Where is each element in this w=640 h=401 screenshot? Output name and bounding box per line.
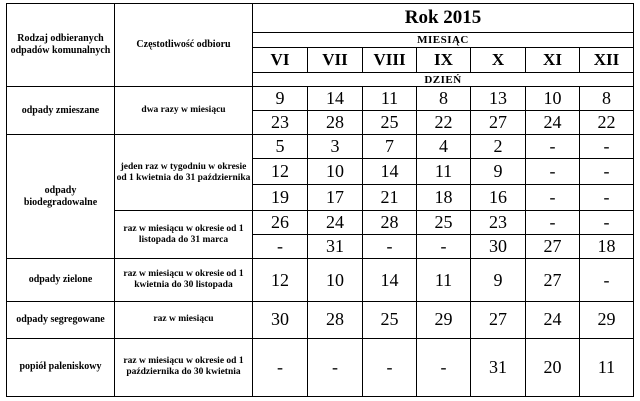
day-cell: 10	[308, 259, 363, 302]
day-cell: 9	[253, 87, 308, 111]
waste-type-biodegradable: odpady biodegradowalne	[7, 135, 115, 259]
month-header: IX	[417, 47, 471, 72]
day-cell: 14	[363, 159, 417, 185]
day-cell: 16	[471, 185, 526, 211]
day-cell: -	[580, 259, 634, 302]
day-cell: 27	[471, 111, 526, 135]
day-cell: 14	[363, 259, 417, 302]
year-header: Rok 2015	[253, 4, 634, 33]
day-cell: 24	[526, 111, 580, 135]
frequency-ash: raz w miesiącu w okresie od 1 października do 30 kwietnia	[115, 338, 253, 396]
frequency-header: Częstotliwość odbioru	[115, 4, 253, 87]
day-cell: 8	[417, 87, 471, 111]
waste-type-green: odpady zielone	[7, 259, 115, 302]
day-cell: -	[363, 338, 417, 396]
day-cell: 28	[363, 211, 417, 235]
day-cell: -	[580, 211, 634, 235]
day-cell: 10	[526, 87, 580, 111]
day-cell: -	[417, 338, 471, 396]
month-header: X	[471, 47, 526, 72]
day-cell: -	[526, 185, 580, 211]
waste-type-ash: popiół paleniskowy	[7, 338, 115, 396]
month-header: VII	[308, 47, 363, 72]
day-cell: 11	[363, 87, 417, 111]
day-cell: 19	[253, 185, 308, 211]
frequency-green: raz w miesiącu w okresie od 1 kwietnia do 30 listopada	[115, 259, 253, 302]
day-cell: -	[253, 338, 308, 396]
month-header: XII	[580, 47, 634, 72]
day-cell: 5	[253, 135, 308, 159]
day-cell: -	[308, 338, 363, 396]
waste-type-segregated: odpady segregowane	[7, 302, 115, 338]
day-cell: 23	[253, 111, 308, 135]
day-cell: 25	[417, 211, 471, 235]
day-cell: 18	[417, 185, 471, 211]
day-cell: 9	[471, 159, 526, 185]
waste-type-mixed: odpady zmieszane	[7, 87, 115, 135]
frequency-mixed: dwa razy w miesiącu	[115, 87, 253, 135]
day-cell: 29	[580, 302, 634, 338]
day-cell: 22	[580, 111, 634, 135]
day-cell: 10	[308, 159, 363, 185]
month-group-header: MIESIĄC	[253, 33, 634, 48]
day-cell: 30	[253, 302, 308, 338]
day-cell: 28	[308, 111, 363, 135]
frequency-segregated: raz w miesiącu	[115, 302, 253, 338]
day-cell: -	[580, 185, 634, 211]
day-cell: 18	[580, 235, 634, 259]
day-cell: -	[526, 211, 580, 235]
day-cell: 14	[308, 87, 363, 111]
day-cell: 13	[471, 87, 526, 111]
day-cell: 17	[308, 185, 363, 211]
day-cell: 31	[308, 235, 363, 259]
day-cell: 20	[526, 338, 580, 396]
month-header: XI	[526, 47, 580, 72]
day-cell: -	[253, 235, 308, 259]
frequency-bio-monthly: raz w miesiącu w okresie od 1 listopada do 31 marca	[115, 211, 253, 259]
day-cell: -	[526, 159, 580, 185]
day-cell: 25	[363, 111, 417, 135]
day-cell: 27	[471, 302, 526, 338]
day-cell: 3	[308, 135, 363, 159]
day-cell: -	[580, 159, 634, 185]
day-cell: 31	[471, 338, 526, 396]
day-cell: 27	[526, 259, 580, 302]
day-cell: 25	[363, 302, 417, 338]
day-cell: 24	[526, 302, 580, 338]
day-cell: -	[417, 235, 471, 259]
month-header: VI	[253, 47, 308, 72]
day-cell: 27	[526, 235, 580, 259]
day-cell: 11	[417, 259, 471, 302]
day-cell: 30	[471, 235, 526, 259]
day-cell: 24	[308, 211, 363, 235]
day-group-header: DZIEŃ	[253, 72, 634, 87]
day-cell: -	[526, 135, 580, 159]
day-cell: 22	[417, 111, 471, 135]
day-cell: 21	[363, 185, 417, 211]
day-cell: 29	[417, 302, 471, 338]
day-cell: 11	[417, 159, 471, 185]
day-cell: -	[363, 235, 417, 259]
day-cell: 11	[580, 338, 634, 396]
frequency-bio-weekly: jeden raz w tygodniu w okresie od 1 kwietnia do 31 października	[115, 135, 253, 211]
day-cell: 2	[471, 135, 526, 159]
day-cell: 12	[253, 159, 308, 185]
day-cell: 12	[253, 259, 308, 302]
day-cell: 23	[471, 211, 526, 235]
day-cell: 9	[471, 259, 526, 302]
day-cell: -	[580, 135, 634, 159]
day-cell: 26	[253, 211, 308, 235]
day-cell: 8	[580, 87, 634, 111]
month-header: VIII	[363, 47, 417, 72]
collection-schedule-table	[6, 3, 634, 397]
day-cell: 7	[363, 135, 417, 159]
day-cell: 4	[417, 135, 471, 159]
day-cell: 28	[308, 302, 363, 338]
waste-type-header: Rodzaj odbieranych odpadów komunalnych	[7, 4, 115, 87]
